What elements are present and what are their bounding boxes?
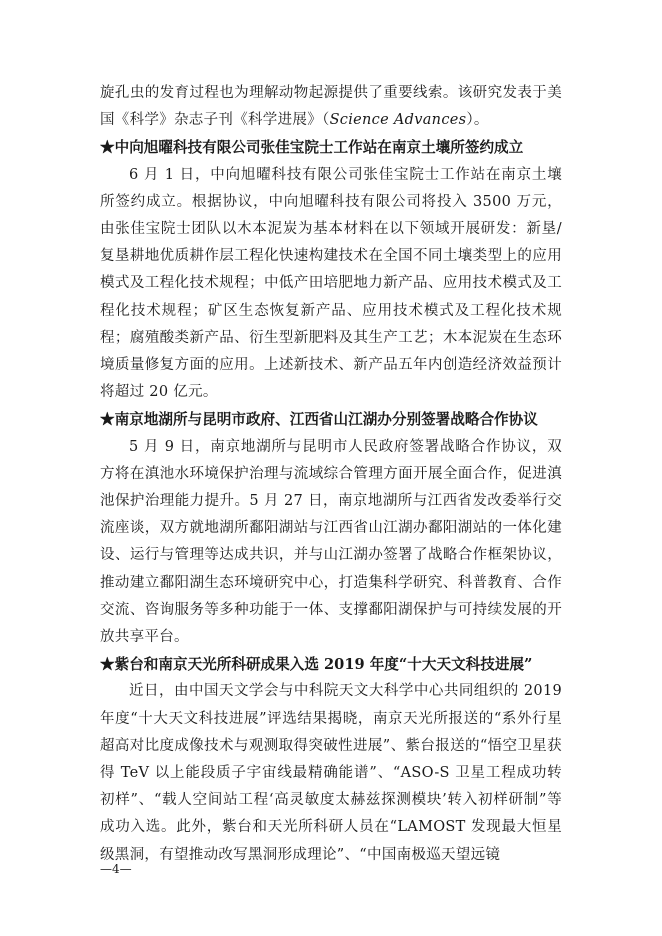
continuation-paragraph: 旋孔虫的发育过程也为理解动物起源提供了重要线索。该研究发表于美国《科学》杂志子刊《科学进展》（Science Advances）。 — [100, 85, 562, 129]
section-heading-astronomy: ★紫台和南京天光所科研成果入选 2019 年度“十大天文科技进展” — [100, 656, 533, 674]
star-icon: ★ — [100, 656, 115, 674]
section-body-lake-institute: 5 月 9 日，南京地湖所与昆明市人民政府签署战略合作协议，双方将在滇池水环境保护治理与流域综合管理方面开展全面合作，促进滇池保护治理能力提升。5 月 27 日，南京地湖所与江西省发改委举行交流座谈，双方就地湖所鄱阳湖站与江西省山江湖办鄱阳湖站的一体化建设、运行与管理等达成共识，并与山江湖办签署了战略合作框架协议，推动建立鄱阳湖生态环境研究中心，打造集科学研究、科普教育、合作交流、咨询服务等多种功能于一体、支撑鄱阳湖保护与可持续发展的开放共享平台。 — [100, 438, 562, 646]
section-body-astronomy: 近日，由中国天文学会与中科院天文大科学中心共同组织的 2019 年度“十大天文科技进展”评选结果揭晓，南京天光所报送的“系外行星超高对比度成像技术与观测取得突破性进展”、紫台报送的“悟空卫星获得 TeV 以上能段质子宇宙线最精确能谱”、“ASO-S 卫星工程成功转初样”、“载人空间站工程‘高灵敏度太赫兹探测模块’转入初样研制”等成功入选。此外，紫台和天光所科研人员在“LAMOST 发现最大恒星级黑洞，有望推动改写黑洞形成理论”、“中国南极巡天望远镜 — [100, 683, 562, 863]
journal-name: Science Advances — [329, 112, 467, 129]
section-heading-lake-institute: ★南京地湖所与昆明市政府、江西省山江湖办分别签署战略合作协议 — [100, 411, 538, 429]
article-body — [100, 80, 562, 869]
star-icon: ★ — [100, 411, 115, 429]
section-body-soil-institute: 6 月 1 日，中向旭曜科技有限公司张佳宝院士工作站在南京土壤所签约成立。根据协议，中向旭曜科技有限公司将投入 3500 万元，由张佳宝院士团队以木本泥炭为基本材料在以下领域开展研发：新垦/复垦耕地优质耕作层工程化快速构建技术在全国不同土壤类型上的应用模式及工程化技术规程；中低产田培肥地力新产品、应用技术模式及工程化技术规程；矿区生态恢复新产品、应用技术模式及工程化技术规程；腐殖酸类新产品、衍生型新肥料及其生产工艺；木本泥炭在生态环境质量修复方面的应用。上述新技术、新产品五年内创造经济效益预计将超过 20 亿元。 — [100, 166, 562, 401]
section-heading-soil-institute: ★中向旭曜科技有限公司张佳宝院士工作站在南京土壤所签约成立 — [100, 139, 524, 157]
page-number: —4— — [100, 862, 132, 876]
star-icon: ★ — [100, 139, 115, 157]
